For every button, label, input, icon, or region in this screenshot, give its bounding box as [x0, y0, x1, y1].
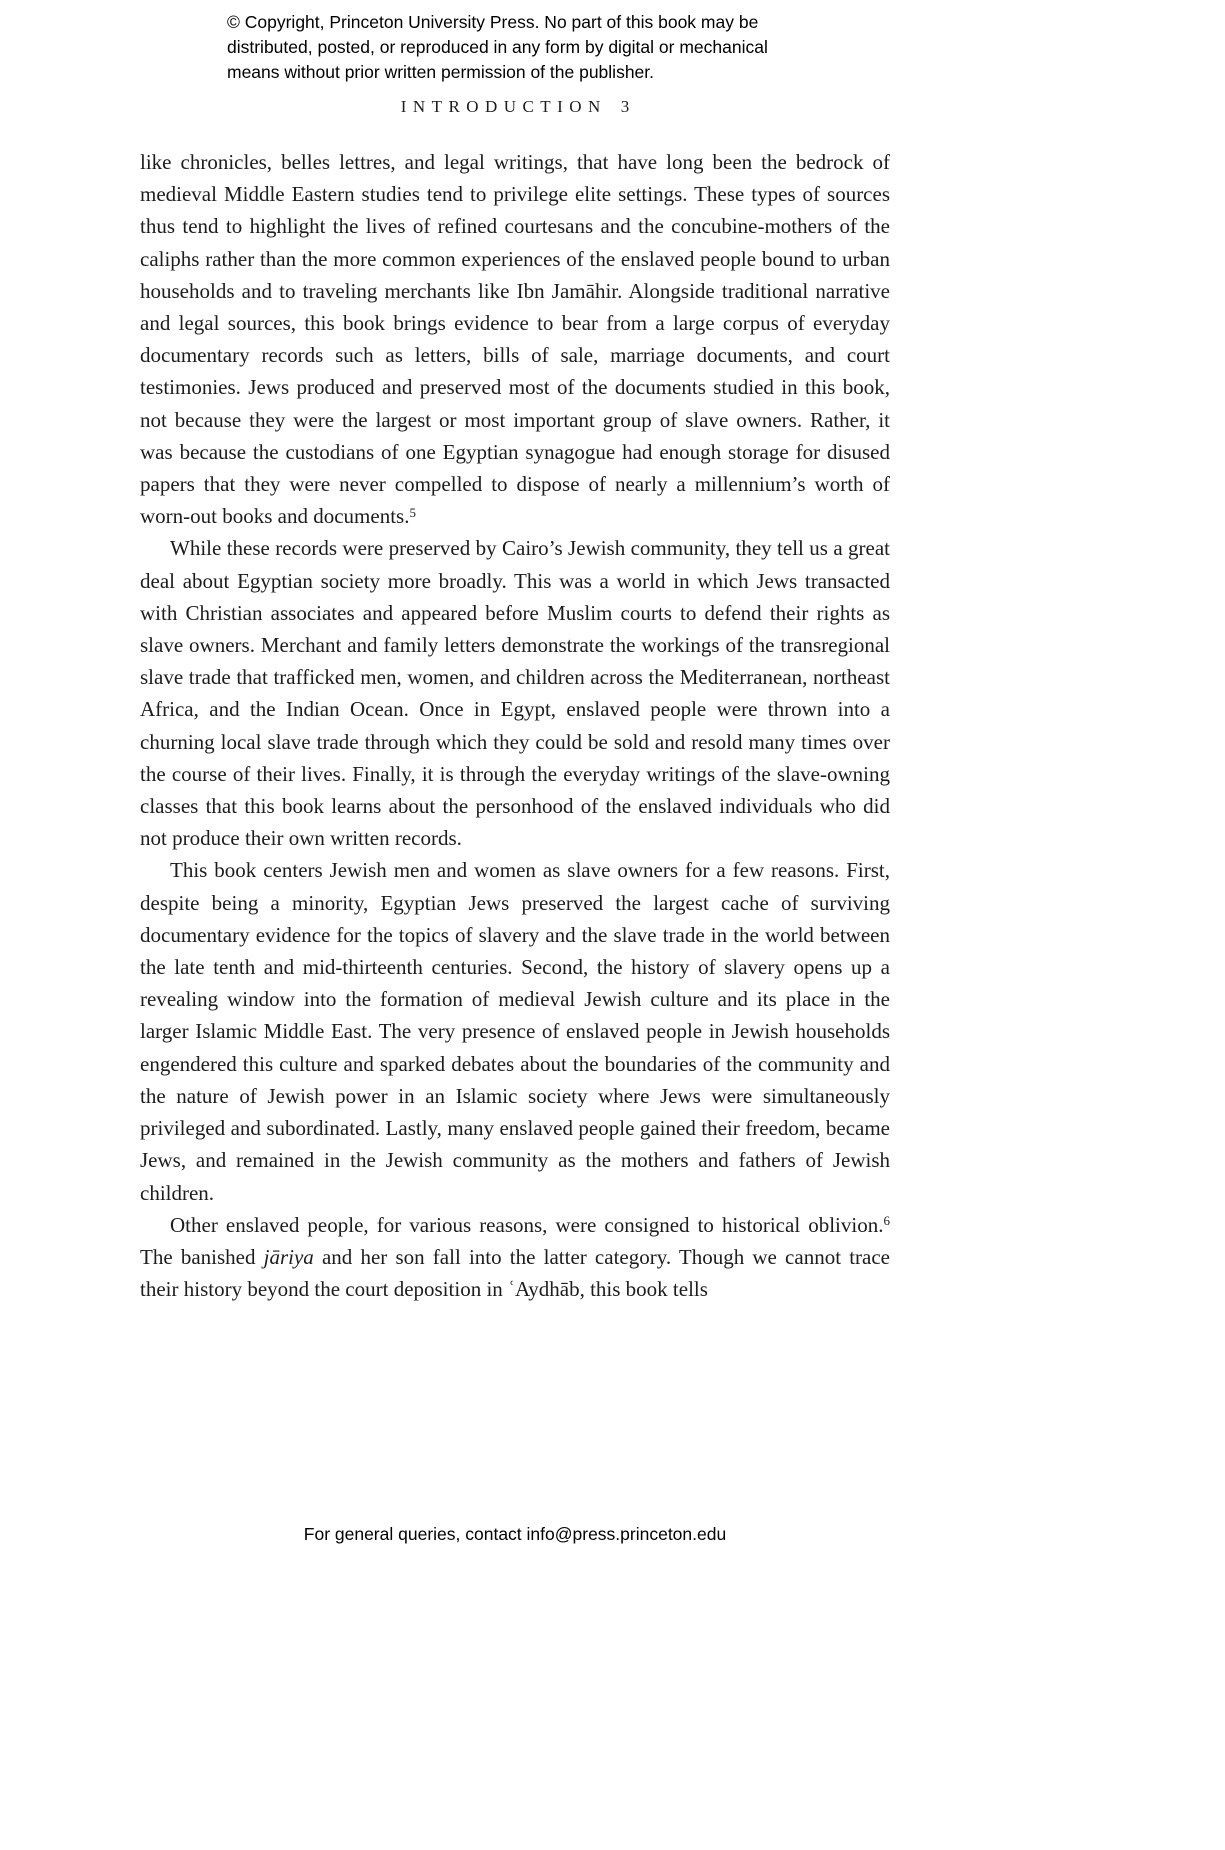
running-head-title: INTRODUCTION: [400, 97, 607, 116]
page-number: 3: [620, 97, 630, 116]
paragraph: This book centers Jewish men and women as slave owners for a few reasons. First, despite being a minority, Egyptian Jews preserved the largest cache of surviving documentary evidence for the topics of slavery and the slave trade in the world between the late tenth and mid-thirteenth centuries. Second, the history of slavery opens up a revealing window into the formation of medieval Jewish culture and its place in the larger Islamic Middle East. The very presence of enslaved people in Jewish households engendered this culture and sparked debates about the boundaries of the community and the nature of Jewish power in an Islamic society where Jews were simultaneously privileged and subordinated. Lastly, many enslaved people gained their freedom, became Jews, and remained in the Jewish community as the mothers and fathers of Jewish children.: [140, 858, 890, 1205]
paragraph: While these records were preserved by Cairo’s Jewish community, they tell us a great deal about Egyptian society more broadly. This was a world in which Jews transacted with Christian associates and appeared before Muslim courts to defend their rights as slave owners. Merchant and family letters demonstrate the workings of the transregional slave trade that trafficked men, women, and children across the Mediterranean, northeast Africa, and the Indian Ocean. Once in Egypt, enslaved people were thrown into a churning local slave trade through which they could be sold and resold many times over the course of their lives. Finally, it is through the everyday writings of the slave-owning classes that this book learns about the personhood of the enslaved individuals who did not produce their own written records.: [140, 536, 890, 851]
footer-contact-line: For general queries, contact info@press.princeton.edu: [303, 1524, 727, 1544]
copyright-notice: © Copyright, Princeton University Press. No part of this book may be distributed, posted, or reproduced in any form by digital or mechanical means without prior written permission of the publisher.: [227, 12, 768, 82]
paragraph: Other enslaved people, for various reasons, were consigned to historical oblivion.$^6$ The banished jāriya and her son fall into the latter category. Though we cannot trace their history beyond the court deposition in ʿAydhāb, this book tells: [140, 1212, 890, 1302]
body-text: [140, 146, 890, 1305]
paragraph: like chronicles, belles lettres, and legal writings, that have long been the bedrock of medieval Middle Eastern studies tend to privilege elite settings. These types of sources thus tend to highlight the lives of refined courtesans and the concubine-mothers of the caliphs rather than the more common experiences of the enslaved people bound to urban households and to traveling merchants like Ibn Jamāhir. Alongside traditional narrative and legal sources, this book brings evidence to bear from a large corpus of everyday documentary records such as letters, bills of sale, marriage documents, and court testimonies. Jews produced and preserved most of the documents studied in this book, not because they were the largest or most important group of slave owners. Rather, it was because the custodians of one Egyptian synagogue had enough storage for disused papers that they were never compelled to dispose of nearly a millennium’s worth of worn-out books and documents.$^5$: [140, 150, 890, 529]
running-head: [140, 97, 890, 117]
